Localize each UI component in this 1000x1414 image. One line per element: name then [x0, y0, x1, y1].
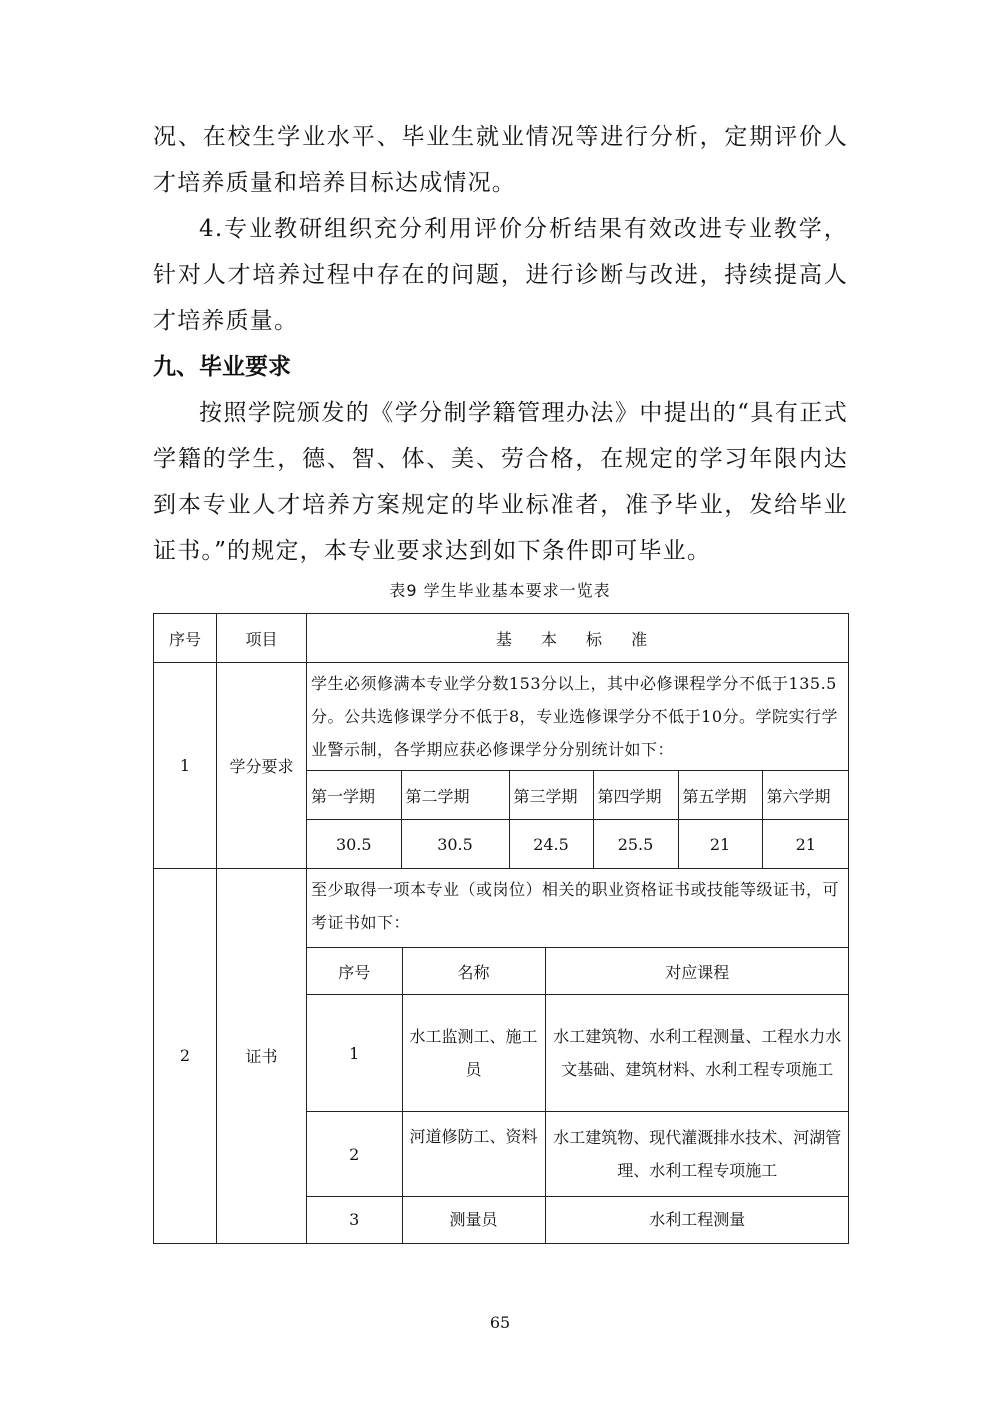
certificate-row: [307, 1197, 849, 1243]
paragraph-graduation-rule: 按照学院颁发的《学分制学籍管理办法》中提出的“具有正式学籍的学生，德、智、体、美、劳合格，在规定的学习年限内达到本专业人才培养方案规定的毕业标准者，准予毕业，发给毕业证书。”的规定，本专业要求达到如下条件即可毕业。: [153, 400, 848, 564]
semester-1: 第一学期: [307, 771, 401, 820]
row2-description: 至少取得一项本专业（或岗位）相关的职业资格证书或技能等级证书，可考证书如下：: [311, 880, 840, 932]
cert-header-course: 对应课程: [545, 948, 849, 995]
cert-course: 水利工程测量: [545, 1197, 849, 1243]
graduation-requirements-table: [153, 613, 849, 1244]
certificate-header-row: [307, 948, 849, 995]
certificate-row: [307, 1112, 849, 1197]
table-caption: 表9 学生毕业基本要求一览表: [389, 581, 611, 600]
cert-name: 河道修防工、资料: [402, 1112, 545, 1197]
page-number: 65: [489, 1313, 511, 1332]
paragraph-improvement: 4.专业教研组织充分利用评价分析结果有效改进专业教学，针对人才培养过程中存在的问题，进行诊断与改进，持续提高人才培养质量。: [153, 216, 848, 334]
table-header-row: [154, 614, 849, 663]
cert-no: 3: [307, 1197, 402, 1243]
table-row-credits: [154, 663, 849, 869]
cert-header-no: 序号: [307, 948, 402, 995]
semester-label-row: [307, 771, 849, 820]
row1-no: 1: [154, 663, 217, 869]
semester-2: 第二学期: [401, 771, 509, 820]
credit-3: 24.5: [509, 820, 593, 869]
cert-name: 水工监测工、施工员: [402, 995, 545, 1112]
row2-no: 2: [154, 869, 217, 1244]
header-standard: 基 本 标 准: [307, 614, 849, 663]
certificate-row: [307, 995, 849, 1112]
cert-header-name: 名称: [402, 948, 545, 995]
row1-item: 学分要求: [217, 663, 307, 869]
cert-no: 2: [307, 1112, 402, 1197]
semester-4: 第四学期: [593, 771, 678, 820]
semester-6: 第六学期: [762, 771, 849, 820]
row1-description: 学生必须修满本专业学分数153分以上，其中必修课程学分不低于135.5分。公共选修课学分不低于8，专业选修课学分不低于10分。学院实行学业警示制，各学期应获必修课学分分别统计如下：: [311, 674, 839, 759]
header-no: 序号: [154, 614, 217, 663]
cert-name: 测量员: [402, 1197, 545, 1243]
section-heading-graduation: 九、毕业要求: [153, 354, 291, 380]
semester-3: 第三学期: [509, 771, 593, 820]
credit-1: 30.5: [307, 820, 401, 869]
semester-credits-table: [307, 770, 849, 868]
certificate-table: [307, 947, 849, 1243]
paragraph-evaluation: 况、在校生学业水平、毕业生就业情况等进行分析，定期评价人才培养质量和培养目标达成情况。: [153, 124, 848, 196]
credit-5: 21: [678, 820, 762, 869]
credit-6: 21: [762, 820, 849, 869]
cert-no: 1: [307, 995, 402, 1112]
credit-4: 25.5: [593, 820, 678, 869]
credit-2: 30.5: [401, 820, 509, 869]
cert-course: 水工建筑物、现代灌溉排水技术、河湖管理、水利工程专项施工: [545, 1112, 849, 1197]
semester-5: 第五学期: [678, 771, 762, 820]
cert-course: 水工建筑物、水利工程测量、工程水力水文基础、建筑材料、水利工程专项施工: [545, 995, 849, 1112]
table-row-certificates: [154, 869, 849, 1244]
semester-credit-row: [307, 820, 849, 869]
row2-item: 证书: [217, 869, 307, 1244]
header-item: 项目: [217, 614, 307, 663]
